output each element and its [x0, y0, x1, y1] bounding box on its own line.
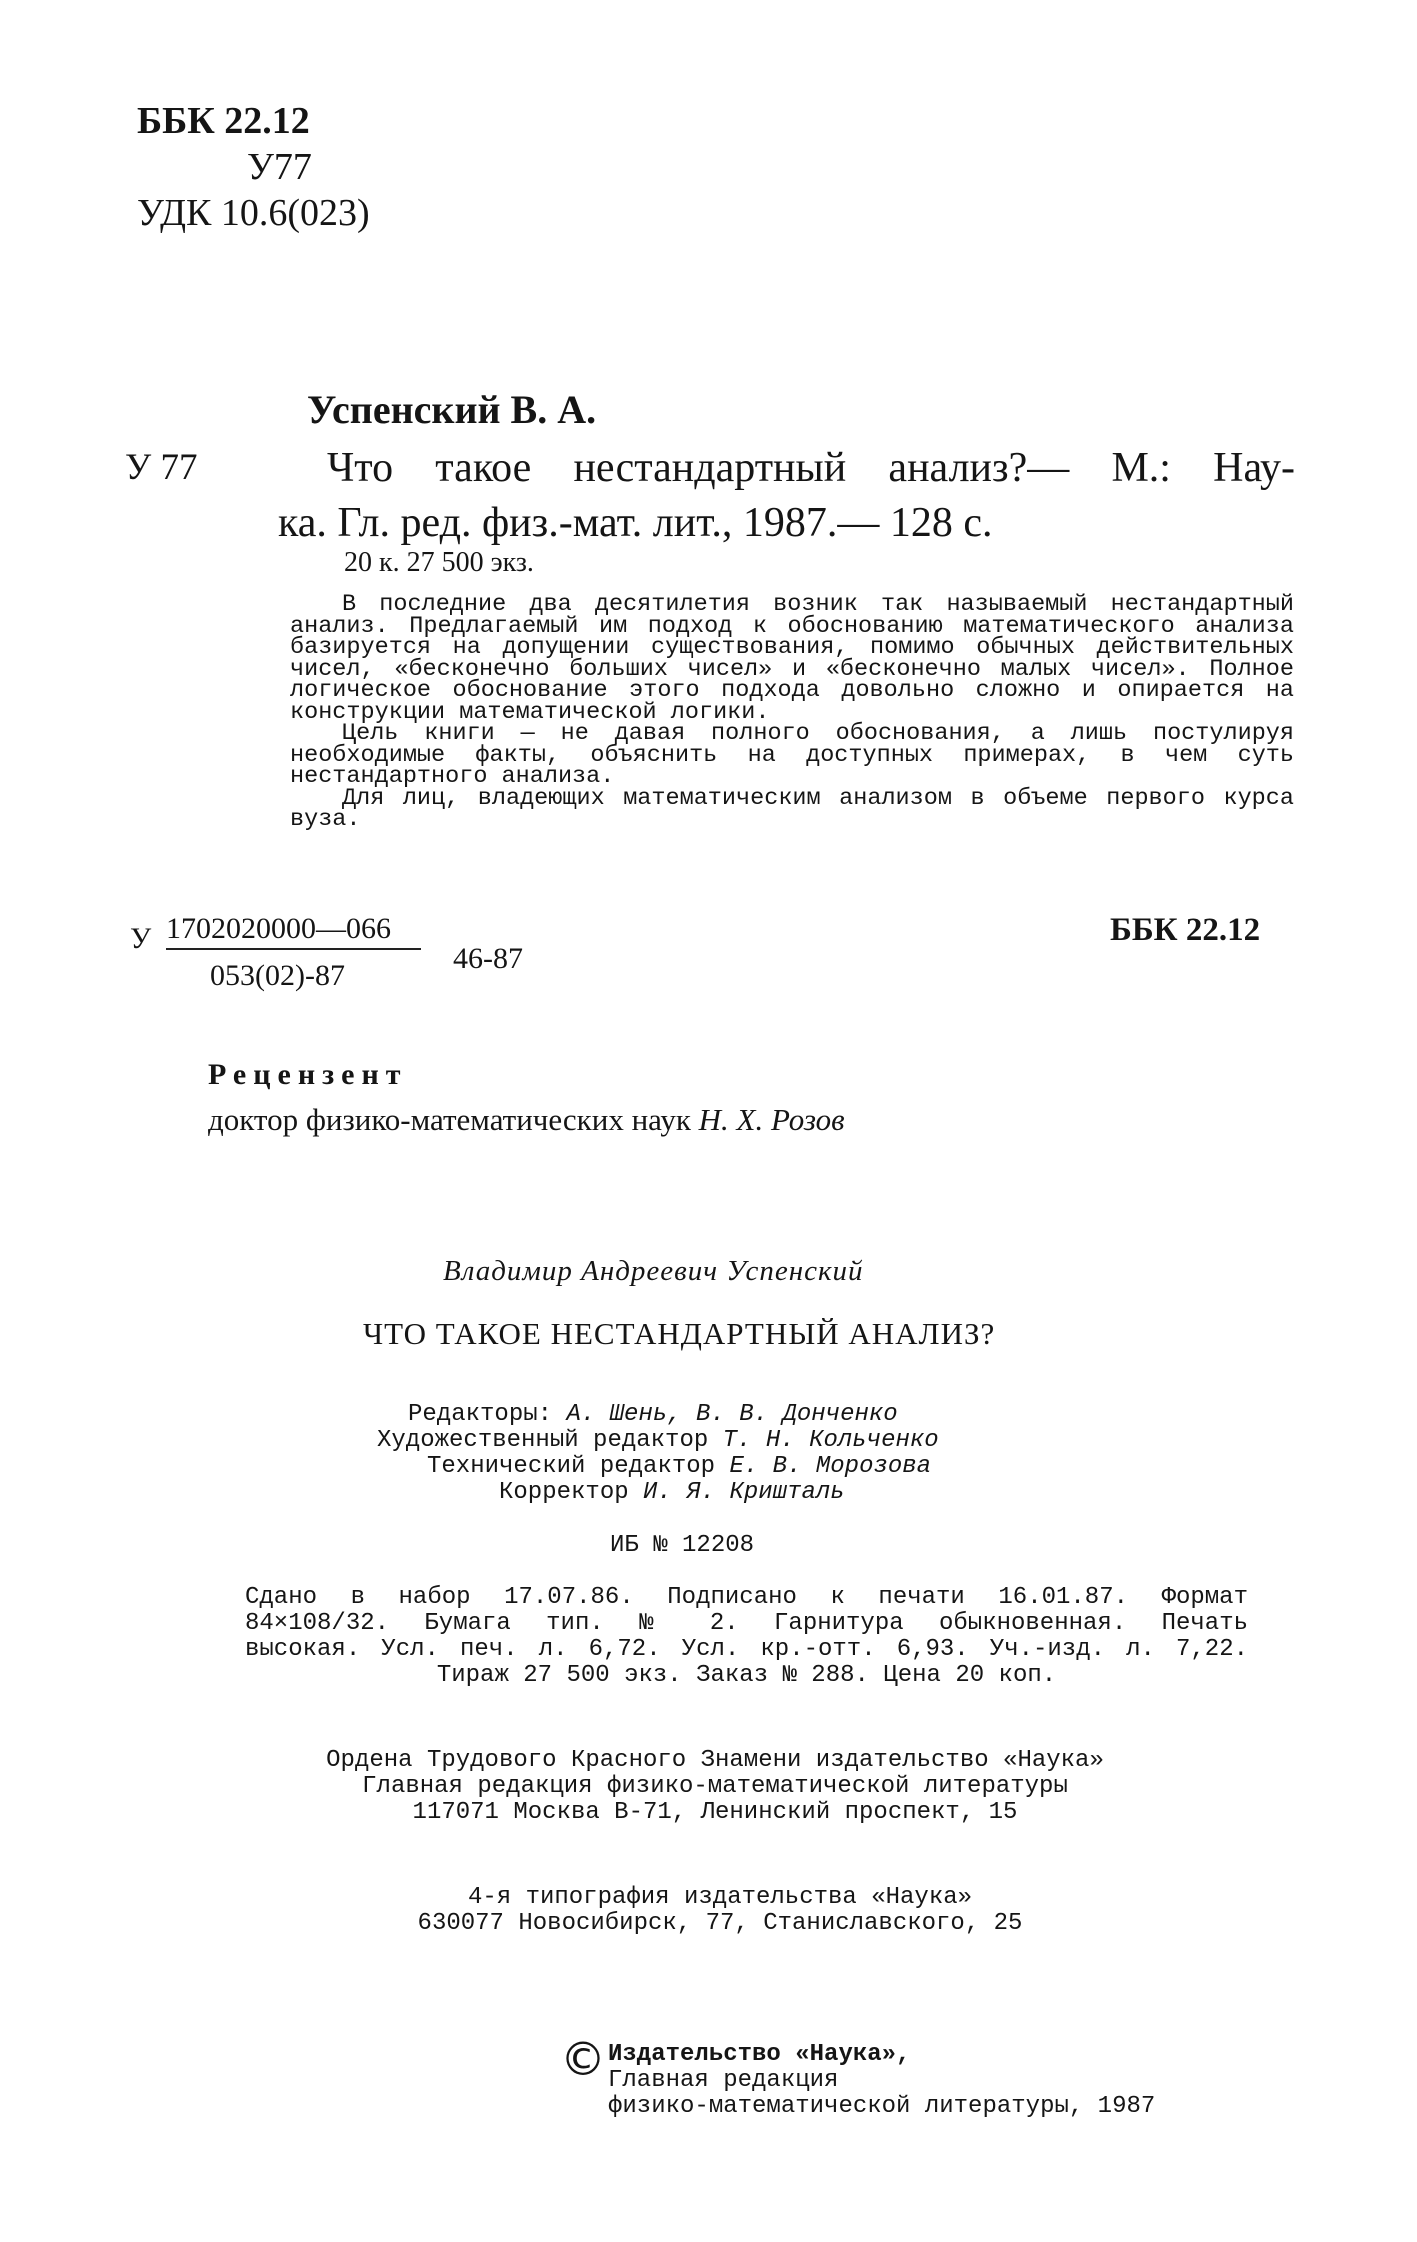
- imprint-line: Тираж 27 500 экз. Заказ № 288. Цена 20 коп.: [436, 1662, 1057, 1689]
- credit-row: [377, 1454, 939, 1480]
- abstract: [290, 591, 1294, 833]
- credit-names: И. Я. Кришталь: [643, 1479, 845, 1506]
- udk-code: УДК 10.6(023): [137, 192, 370, 234]
- credit-row: [377, 1402, 939, 1428]
- credit-role: Корректор: [499, 1479, 644, 1506]
- credit-role: Технический редактор: [427, 1453, 730, 1480]
- abstract-paragraph: Для лиц, владеющих математическим анализом в объеме первого курса вуза.: [290, 784, 1294, 833]
- copyright-line: Главная редакция: [608, 2067, 839, 2094]
- abstract-paragraph: В последние два десятилетия возник так называемый нестандартный анализ. Предлагаемый им подход к обоснованию математического анализа базируется на допущении существования, помимо обычных действительных чисел, «бесконечно больших чисел» и «бесконечно малых чисел». Полное логическое обоснование этого подхода довольно сложно и опирается на конструкции математической логики.: [290, 591, 1294, 726]
- credit-row: [377, 1428, 939, 1454]
- reviewer-line: [208, 1102, 845, 1138]
- copyright-line: физико-математической литературы, 1987: [608, 2093, 1156, 2120]
- credit-names: Е. В. Морозова: [729, 1453, 932, 1480]
- fraction-lead: У: [130, 922, 152, 955]
- credit-row: [377, 1480, 939, 1506]
- ib-number: ИБ № 12208: [610, 1532, 755, 1559]
- bbk-code-right: ББК 22.12: [1110, 912, 1261, 948]
- credits: [377, 1402, 939, 1506]
- book-title: ЧТО ТАКОЕ НЕСТАНДАРТНЫЙ АНАЛИЗ?: [363, 1316, 996, 1351]
- catalog-title-line-2: ка. Гл. ред. физ.-мат. лит., 1987.— 128 с.: [278, 500, 993, 546]
- publisher-line: 117071 Москва В-71, Ленинский проспект, 15: [412, 1799, 1018, 1826]
- printer-line: 4-я типография издательства «Наука»: [467, 1884, 973, 1911]
- fraction-numerator: 1702020000—066: [166, 912, 421, 950]
- printer-line: 630077 Новосибирск, 77, Станиславского, 25: [417, 1910, 1023, 1937]
- catalog-author: Успенский В. А.: [307, 387, 597, 432]
- author-sign: У77: [247, 146, 312, 188]
- fraction-suffix: 46-87: [453, 942, 523, 975]
- credit-names: Т. Н. Кольченко: [722, 1427, 939, 1454]
- abstract-paragraph: Цель книги — не давая полного обоснования, а лишь постулируя необходимые факты, объяснить на доступных примерах, в чем суть нестандартного анализа.: [290, 720, 1294, 790]
- copyright-icon: ©: [560, 2032, 606, 2086]
- catalog-title-line-1: Что такое нестандартный анализ?— М.: Нау-: [327, 445, 1295, 491]
- publisher-line: Главная редакция физико-математической литературы: [362, 1773, 1068, 1800]
- imprint: [245, 1585, 1248, 1689]
- credit-names: А. Шень, В. В. Донченко: [566, 1401, 898, 1428]
- imprint-line: Сдано в набор 17.07.86. Подписано к печати 16.01.87. Формат: [245, 1584, 1248, 1611]
- bbk-code: ББК 22.12: [137, 100, 310, 142]
- catalog-code: У 77: [125, 447, 198, 488]
- fraction-denominator: 053(02)-87: [210, 959, 345, 992]
- catalog-price: 20 к. 27 500 экз.: [344, 547, 534, 578]
- book-author: Владимир Андреевич Успенский: [443, 1255, 864, 1287]
- imprint-line: 84×108/32. Бумага тип. № 2. Гарнитура обыкновенная. Печать: [245, 1610, 1248, 1637]
- reviewer-text: доктор физико-математических наук: [208, 1102, 699, 1137]
- reviewer-name: Н. Х. Розов: [698, 1102, 845, 1137]
- credit-role: Художественный редактор: [377, 1427, 723, 1454]
- publisher: [255, 1748, 1175, 1826]
- copyright-line: Издательство «Наука»,: [608, 2041, 911, 2068]
- publisher-line: Ордена Трудового Красного Знамени издательство «Наука»: [326, 1747, 1104, 1774]
- printer: [370, 1885, 1070, 1937]
- credit-role: Редакторы:: [408, 1401, 567, 1428]
- reviewer-heading: Рецензент: [208, 1058, 408, 1091]
- imprint-line: высокая. Усл. печ. л. 6,72. Усл. кр.-отт. 6,93. Уч.-изд. л. 7,22.: [245, 1636, 1248, 1663]
- library-codes: [137, 98, 370, 236]
